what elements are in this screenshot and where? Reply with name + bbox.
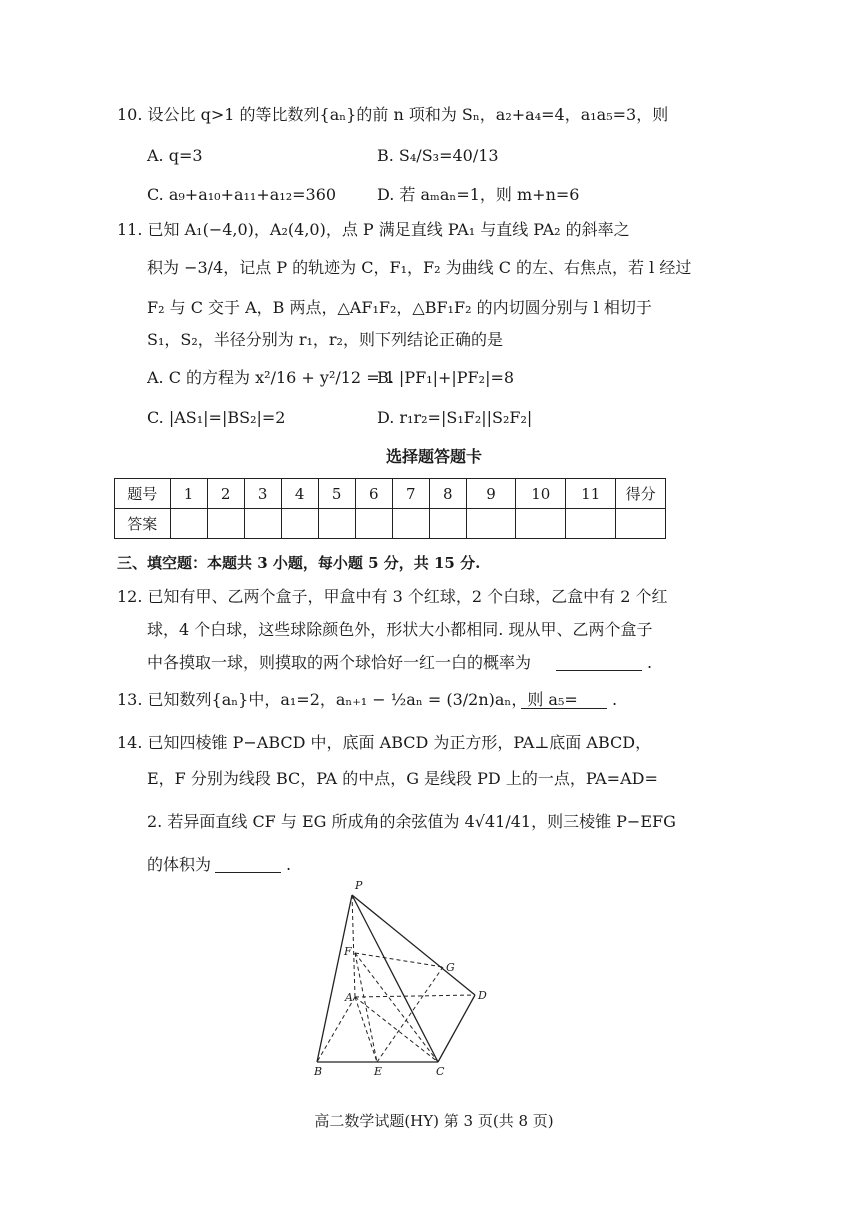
- edge-ad: [355, 995, 475, 997]
- header-cell: 1: [170, 479, 207, 509]
- header-cell: 8: [429, 479, 466, 509]
- header-cell: 7: [392, 479, 429, 509]
- q11-option-d: D. r₁r₂=|S₁F₂||S₂F₂|: [377, 408, 533, 427]
- q11-line1: 11. 已知 A₁(−4,0)，A₂(4,0)，点 P 满足直线 PA₁ 与直线 PA₂ 的斜率之: [117, 220, 630, 239]
- header-cell: 题号: [115, 479, 171, 509]
- answer-cell[interactable]: [207, 509, 244, 539]
- answer-card-title: 选择题答题卡: [385, 447, 482, 466]
- label-a: A: [345, 991, 353, 1004]
- q13-answer-blank[interactable]: [521, 708, 607, 709]
- label-d: D: [478, 989, 487, 1002]
- q13-text: 13. 已知数列{aₙ}中，a₁=2，aₙ₊₁ − ½aₙ = (3/2n)aₙ，则 a₅=: [117, 690, 578, 709]
- header-cell: 2: [207, 479, 244, 509]
- q14-line4: 的体积为: [147, 855, 212, 874]
- q11-line4: S₁，S₂，半径分别为 r₁，r₂，则下列结论正确的是: [147, 330, 503, 349]
- q14-line1: 14. 已知四棱锥 P−ABCD 中，底面 ABCD 为正方形，PA⊥底面 ABCD，: [117, 733, 652, 752]
- q10-stem: 10. 设公比 q>1 的等比数列{aₙ}的前 n 项和为 Sₙ，a₂+a₄=4，a₁a₅=3，则: [117, 105, 669, 124]
- page-footer: 高二数学试题(HY) 第 3 页(共 8 页): [314, 1112, 554, 1130]
- answer-cell[interactable]: [429, 509, 466, 539]
- q10-option-a: A. q=3: [147, 146, 203, 165]
- label-c: C: [436, 1065, 445, 1078]
- label-e: E: [374, 1065, 383, 1078]
- edge-ab: [317, 997, 355, 1062]
- edge-pb: [317, 895, 352, 1062]
- answer-cell[interactable]: [244, 509, 281, 539]
- answer-cell[interactable]: [170, 509, 207, 539]
- answer-cell[interactable]: [466, 509, 516, 539]
- segment-fe: [355, 953, 377, 1062]
- q11-option-a: A. C 的方程为 x²/16 + y²/12 = 1: [147, 368, 395, 387]
- q14-period: .: [286, 855, 292, 874]
- segment-ae: [355, 997, 377, 1062]
- q12-period: .: [647, 653, 653, 672]
- answer-cell[interactable]: [318, 509, 355, 539]
- segment-eg: [377, 967, 443, 1062]
- q12-line3: 中各摸取一球，则摸取的两个球恰好一红一白的概率为: [147, 653, 532, 672]
- q11-option-b: B. |PF₁|+|PF₂|=8: [377, 368, 515, 387]
- header-cell: 得分: [616, 479, 666, 509]
- pyramid-figure: [300, 875, 510, 1080]
- edge-pd: [352, 895, 475, 995]
- segment-fg: [355, 953, 443, 967]
- edge-pa: [352, 895, 355, 997]
- q14-line2: E，F 分别为线段 BC，PA 的中点，G 是线段 PD 上的一点，PA=AD=: [147, 769, 658, 788]
- label-f: F: [344, 945, 352, 958]
- header-cell: 10: [516, 479, 566, 509]
- answer-cell[interactable]: [566, 509, 616, 539]
- q10-option-c: C. a₉+a₁₀+a₁₁+a₁₂=360: [147, 185, 337, 204]
- header-cell: 9: [466, 479, 516, 509]
- label-p: P: [355, 879, 363, 892]
- answer-card-table: [114, 478, 666, 539]
- q10-option-b: B. S₄/S₃=40/13: [377, 146, 499, 165]
- header-cell: 4: [281, 479, 318, 509]
- answer-cell[interactable]: [355, 509, 392, 539]
- q14-answer-blank[interactable]: [215, 872, 281, 873]
- answer-cell[interactable]: [392, 509, 429, 539]
- header-cell: 5: [318, 479, 355, 509]
- q10-option-d: D. 若 aₘaₙ=1，则 m+n=6: [377, 185, 580, 204]
- segment-ac: [355, 997, 438, 1062]
- q13-period: .: [612, 690, 618, 709]
- answer-cell[interactable]: [281, 509, 318, 539]
- q11-line3: F₂ 与 C 交于 A，B 两点，△AF₁F₂，△BF₁F₂ 的内切圆分别与 l 相切于: [147, 298, 652, 317]
- edge-cd: [438, 995, 475, 1062]
- q11-option-c: C. |AS₁|=|BS₂|=2: [147, 408, 286, 427]
- section-3-heading: 三、填空题：本题共 3 小题，每小题 5 分，共 15 分.: [117, 554, 481, 572]
- q12-line1: 12. 已知有甲、乙两个盒子，甲盒中有 3 个红球，2 个白球，乙盒中有 2 个红: [117, 587, 668, 606]
- label-g: G: [446, 961, 455, 974]
- q12-answer-blank[interactable]: [556, 670, 642, 671]
- answer-card-header-row: [115, 479, 666, 509]
- header-cell: 3: [244, 479, 281, 509]
- header-cell: 11: [566, 479, 616, 509]
- header-cell: 6: [355, 479, 392, 509]
- q12-line2: 球，4 个白球，这些球除颜色外，形状大小都相同. 现从甲、乙两个盒子: [147, 620, 653, 639]
- label-b: B: [314, 1065, 323, 1078]
- q11-line2: 积为 −3/4，记点 P 的轨迹为 C，F₁，F₂ 为曲线 C 的左、右焦点，若 l 经过: [147, 258, 692, 277]
- answer-card-answer-row: [115, 509, 666, 539]
- segment-fc: [355, 953, 438, 1062]
- q14-line3: 2. 若异面直线 CF 与 EG 所成角的余弦值为 4√41/41，则三棱锥 P−EFG: [147, 812, 676, 831]
- score-cell[interactable]: [616, 509, 666, 539]
- answer-label-cell: 答案: [115, 509, 171, 539]
- answer-cell[interactable]: [516, 509, 566, 539]
